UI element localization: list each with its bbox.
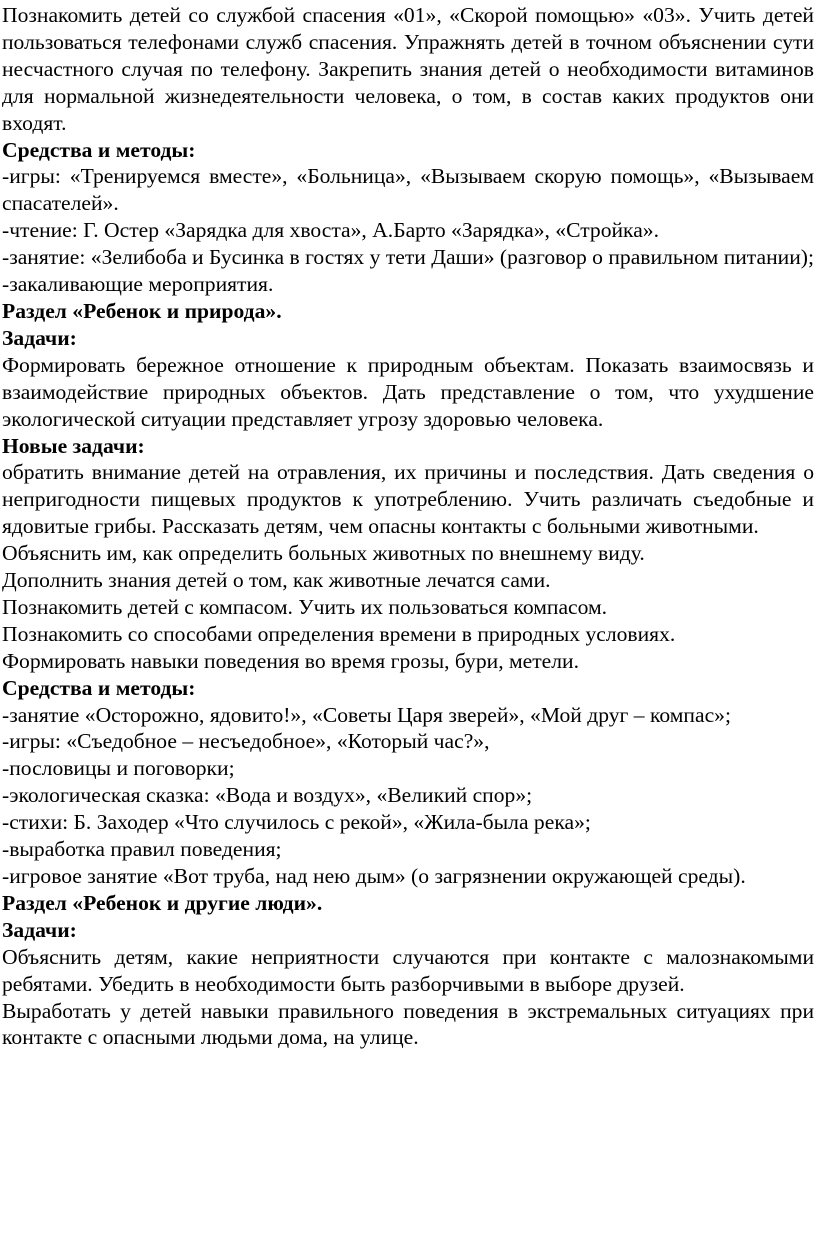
paragraph-storm-behavior: Формировать навыки поведения во время грозы, бури, метели. [2,648,579,673]
paragraph-extreme-situations: Выработать у детей навыки правильного поведения в экстремальных ситуациях при контакте с опасными людьми дома, на улице. [2,998,814,1050]
list-item-eco-tale: -экологическая сказка: «Вода и воздух», «Великий спор»; [2,783,533,808]
paragraph-rescue-services-goals: Познакомить детей со службой спасения «01», «Скорой помощью» «03». Учить детей пользоваться телефонами служб спасения. Упражнять детей в точном объяснении сути несчастного случая по телефону. Закрепить знания детей о необходимости витаминов для нормальной жизнедеятельности человека, о том, в состав каких продуктов они входят. [2,3,814,135]
heading-section-child-and-nature: Раздел «Ребенок и природа». [2,298,282,323]
paragraph-time-nature: Познакомить со способами определения времени в природных условиях. [2,621,676,646]
list-item-poems: -стихи: Б. Заходер «Что случилось с рекой», «Жила-была река»; [2,810,591,835]
heading-tasks-2: Задачи: [2,917,77,942]
list-item-games: -игры: «Тренируемся вместе», «Больница», «Вызываем скорую помощь», «Вызываем спасателей». [2,164,814,216]
paragraph-poisoning: обратить внимание детей на отравления, их причины и последствия. Дать сведения о непригодности пищевых продуктов к употреблению. Учить различать съедобные и ядовитые грибы. Рассказать детям, чем опасны контакты с больными животными. [2,460,814,539]
list-item-reading: -чтение: Г. Остер «Зарядка для хвоста», А.Барто «Зарядка», «Стройка». [2,218,660,243]
heading-section-child-and-people: Раздел «Ребенок и другие люди». [2,890,323,915]
list-item-lesson-poison: -занятие «Осторожно, ядовито!», «Советы Царя зверей», «Мой друг – компас»; [2,702,731,727]
list-item-lesson-nutrition: -занятие: «Зелибоба и Бусинка в гостях у тети Даши» (разговор о правильном питании); [2,245,814,270]
paragraph-compass: Познакомить детей с компасом. Учить их пользоваться компасом. [2,594,608,619]
list-item-hardening: -закаливающие мероприятия. [2,272,274,297]
heading-tasks: Задачи: [2,325,77,350]
list-item-games-edible: -игры: «Съедобное – несъедобное», «Который час?», [2,729,490,754]
list-item-behavior-rules: -выработка правил поведения; [2,837,282,862]
paragraph-animals-self-heal: Дополнить знания детей о том, как животные лечатся сами. [2,568,551,593]
paragraph-sick-animals: Объяснить им, как определить больных животных по внешнему виду. [2,541,645,566]
list-item-game-lesson-pollution: -игровое занятие «Вот труба, над нею дым» (о загрязнении окружающей среды). [2,864,746,888]
heading-means-and-methods: Средства и методы: [2,137,196,162]
paragraph-nature-tasks: Формировать бережное отношение к природным объектам. Показать взаимосвязь и взаимодействие природных объектов. Дать представление о том, что ухудшение экологической ситуации представляет угрозу здоровью человека. [2,352,814,431]
paragraph-strangers: Объяснить детям, какие неприятности случаются при контакте с малознакомыми ребятами. Убедить в необходимости быть разборчивыми в выборе друзей. [2,944,814,996]
heading-new-tasks: Новые задачи: [2,433,145,458]
list-item-proverbs: -пословицы и поговорки; [2,756,235,781]
heading-means-and-methods-2: Средства и методы: [2,675,196,700]
